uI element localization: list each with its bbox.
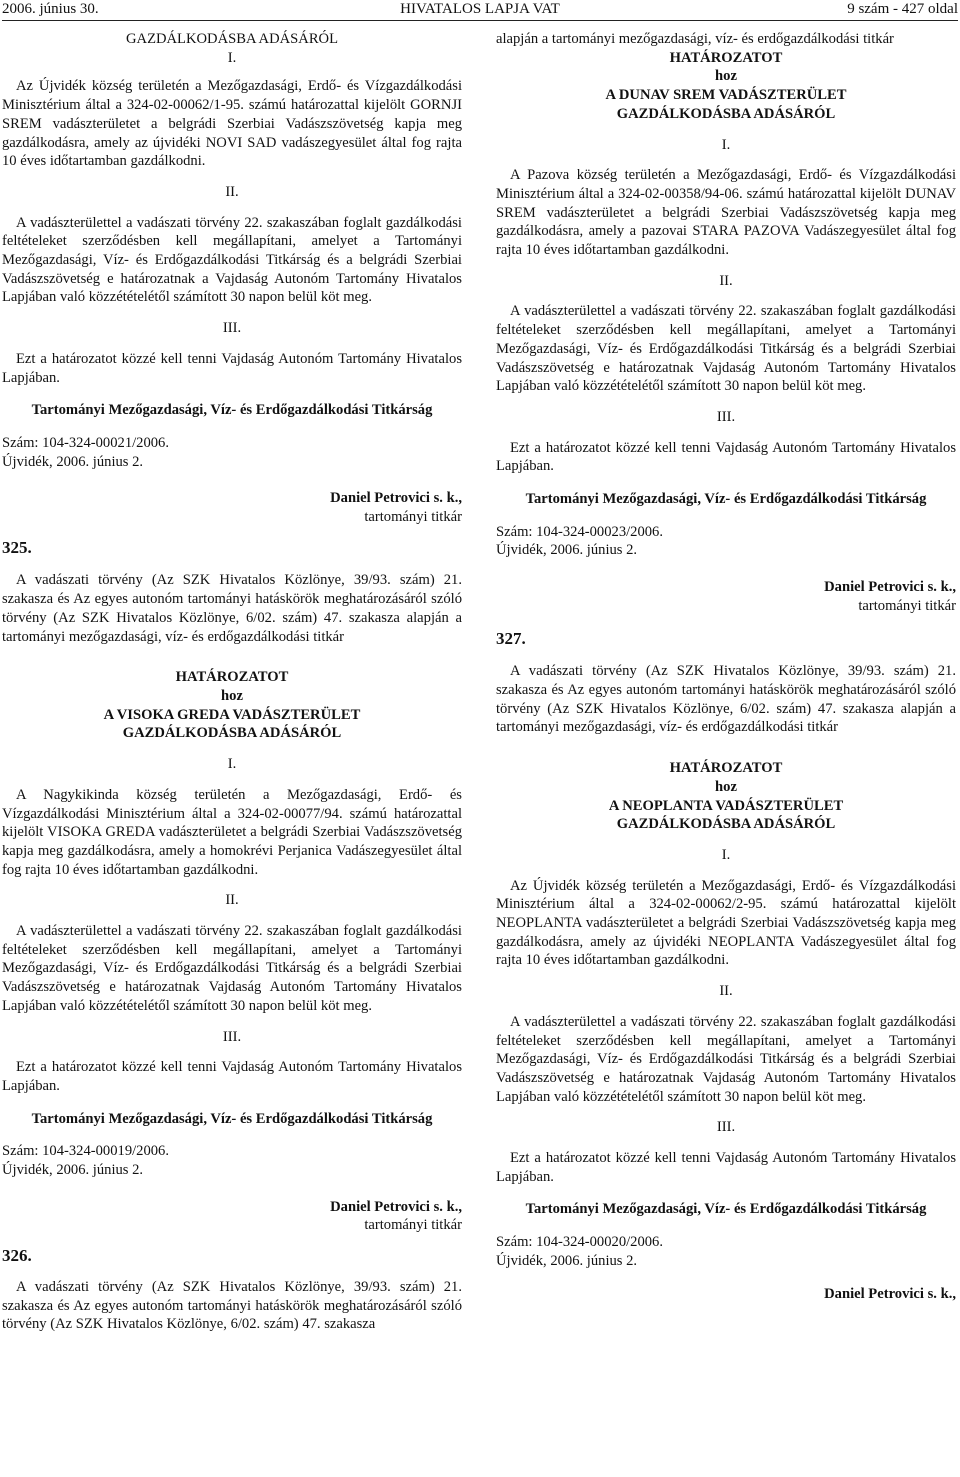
cont-sec-ii: II. <box>225 183 239 200</box>
decision-327-hoz: hoz <box>715 778 737 795</box>
decision-326-hoz: hoz <box>715 68 737 85</box>
decision-325-title-1: A VISOKA GREDA VADÁSZTERÜLET <box>103 706 361 723</box>
header-issue: 9 szám - 427 oldal <box>847 1 958 17</box>
decision-325-sec-i: I. <box>227 756 237 773</box>
decision-325-signer-name: Daniel Petrovici s. k., <box>330 1198 462 1215</box>
decision-327-heading: HATÁROZATOT <box>669 760 783 777</box>
decision-327-para-2: A vadászterülettel a vadászati törvény 22. szakaszában foglalt gazdálkodási feltételeket szerződésben kell megállapítani, amelyet a Tartományi Mezőgazdasági, Víz- és Erdőgazdálkodási Titkárság és a belgrádi Szerbiai Vadászszövetség e határozatnak Vajdaság Autonóm Tartomány Hivatalos Lapjában való közzétételétől számított 30 napon belül köt meg. <box>496 1013 956 1105</box>
decision-325-para-3: Ezt a határozatot közzé kell tenni Vajdaság Autonóm Tartomány Hivatalos Lapjában. <box>2 1059 462 1094</box>
decision-327-title-1: A NEOPLANTA VADÁSZTERÜLET <box>608 797 844 814</box>
decision-326-place-date: Újvidék, 2006. június 2. <box>496 542 638 559</box>
decision-327-sec-i: I. <box>721 846 731 863</box>
decision-326-title-1: A DUNAV SREM VADÁSZTERÜLET <box>605 87 847 104</box>
decision-327-place-date: Újvidék, 2006. június 2. <box>496 1252 638 1269</box>
left-column <box>2 30 462 1334</box>
decision-327-authority: Tartományi Mezőgazdasági, Víz- és Erdőgazdálkodási Titkárság <box>525 1201 927 1218</box>
cont-signer-title: tartományi titkár <box>364 509 462 526</box>
decision-325-signer-title: tartományi titkár <box>364 1217 462 1234</box>
decision-327-sec-iii: III. <box>716 1119 736 1136</box>
decision-326-authority: Tartományi Mezőgazdasági, Víz- és Erdőgazdálkodási Titkárság <box>525 491 927 508</box>
cont-para-3: Ezt a határozatot közzé kell tenni Vajdaság Autonóm Tartomány Hivatalos Lapjában. <box>2 350 462 386</box>
decision-326-preamble-end: alapján a tartományi mezőgazdasági, víz- és erdőgazdálkodási titkár <box>496 31 894 47</box>
decision-325-para-1: A Nagykikinda község területén a Mezőgazdasági, Erdő- és Vízgazdálkodási Minisztérium által a 324-02-00077/94. számú határozattal kijelölt VISOKA GREDA vadászterületet a belgrádi Szerbiai Vadászszövetség kapja meg gazdálkodásra, amely a homokrévi Perjanica Vadászegyesület által fog rajta 10 éves időtartamban gazdálkodni. <box>2 786 462 878</box>
decision-326-sec-i: I. <box>721 136 731 153</box>
decision-326-para-1: A Pazova község területén a Mezőgazdasági, Erdő- és Vízgazdálkodási Minisztérium által a 324-02-00358/94-06. számú határozattal kijelölt DUNAV SREM vadászterületet a belgrádi Szerbiai Vadászszövetség kapja meg gazdálkodásra, amely a pazovai STARA PAZOVA Vadászegyesület által fog rajta 10 éves időtartamban gazdálkodni. <box>496 167 956 259</box>
decision-326-signer-title: tartományi titkár <box>858 597 956 614</box>
decision-326-signer-name: Daniel Petrovici s. k., <box>824 579 956 596</box>
decision-325-heading: HATÁROZATOT <box>175 669 289 686</box>
decision-327-sec-ii: II. <box>719 983 733 1000</box>
decision-326-preamble-start: A vadászati törvény (Az SZK Hivatalos Közlönye, 39/93. szám) 21. szakasza és Az egyes autonóm tartományi hatáskörök meghatározásáról szóló törvény (Az SZK Hivatalos Közlönye, 6/02. szám) 47. szakasza <box>2 1278 462 1333</box>
decision-325-para-2: A vadászterülettel a vadászati törvény 22. szakaszában foglalt gazdálkodási feltételeket szerződésben kell megállapítani, amelyet a Tartományi Mezőgazdasági, Víz- és Erdőgazdálkodási Titkárság és a belgrádi Szerbiai Vadászszövetség e határozatnak Vajdaság Autonóm Tartomány Hivatalos Lapjában való közzétételétől számított 30 napon belül köt meg. <box>2 923 462 1014</box>
header-rule <box>2 20 958 21</box>
cont-number: Szám: 104-324-00021/2006. <box>2 434 170 451</box>
decision-326-sec-ii: II. <box>719 272 733 289</box>
decision-325-authority: Tartományi Mezőgazdasági, Víz- és Erdőgazdálkodási Titkárság <box>31 1110 433 1127</box>
cont-sec-iii: III. <box>222 320 242 337</box>
decision-326-para-2: A vadászterülettel a vadászati törvény 22. szakaszában foglalt gazdálkodási feltételeket szerződésben kell megállapítani, amelyet a Tartományi Mezőgazdasági, Víz- és Erdőgazdálkodási Titkárság és a belgrádi Szerbiai Vadászszövetség e határozatnak Vajdaság Autonóm Tartomány Hivatalos Lapjában való közzétételétől számított 30 napon belül köt meg. <box>496 303 956 395</box>
cont-para-2: A vadászterülettel a vadászati törvény 22. szakaszában foglalt gazdálkodási feltételeket szerződésben kell megállapítani, amelyet a Tartományi Mezőgazdasági, Víz- és Erdőgazdálkodási Titkárság és a belgrádi Szerbiai Vadászszövetség e határozatnak a Vajdaság Autonóm Tartomány Hivatalos Lapjában való közzétételétől számított 30 napon belül köt meg. <box>2 214 462 306</box>
cont-place-date: Újvidék, 2006. június 2. <box>2 453 144 470</box>
decision-326-number: 326. <box>2 1246 32 1266</box>
cont-authority: Tartományi Mezőgazdasági, Víz- és Erdőgazdálkodási Titkárság <box>31 402 433 419</box>
decision-325-sec-iii: III. <box>222 1028 242 1045</box>
cont-signer-name: Daniel Petrovici s. k., <box>330 490 462 507</box>
decision-326-sec-iii: III. <box>716 408 736 425</box>
decision-326-para-3: Ezt a határozatot közzé kell tenni Vajdaság Autonóm Tartomány Hivatalos Lapjában. <box>496 439 956 475</box>
cont-sec-i: I. <box>227 49 237 66</box>
decision-327-number-ref: Szám: 104-324-00020/2006. <box>496 1234 664 1251</box>
decision-326-number-ref: Szám: 104-324-00023/2006. <box>496 523 664 540</box>
decision-327-signer-name: Daniel Petrovici s. k., <box>824 1285 956 1302</box>
decision-325-sec-ii: II. <box>225 892 239 909</box>
decision-325-place-date: Újvidék, 2006. június 2. <box>2 1162 144 1179</box>
decision-325-title-2: GAZDÁLKODÁSBA ADÁSÁRÓL <box>122 725 342 742</box>
decision-327-title-2: GAZDÁLKODÁSBA ADÁSÁRÓL <box>616 816 836 833</box>
header-journal: HIVATALOS LAPJA VAT <box>400 1 560 17</box>
decision-326-heading: HATÁROZATOT <box>669 49 783 66</box>
decision-327-preamble: A vadászati törvény (Az SZK Hivatalos Közlönye, 39/93. szám) 21. szakasza és Az egyes autonóm tartományi hatáskörök meghatározásáról szóló törvény (Az SZK Hivatalos Közlönye, 6/02. szám) 47. szakasza alapján a tartományi mezőgazdasági, víz- és erdőgazdálkodási titkár <box>496 663 956 736</box>
cont-para-1: Az Újvidék község területén a Mezőgazdasági, Erdő- és Vízgazdálkodási Minisztérium által a 324-02-00062/1-95. számú határozattal kijelölt GORNJI SREM vadászterületet a belgrádi Szerbiai Vadászszövetség kapja meg gazdálkodásra, amely az újvidéki NOVI SAD vadászegyesület által fog rajta 10 éves időtartamban gazdálkodni. <box>2 78 462 170</box>
decision-325-number-ref: Szám: 104-324-00019/2006. <box>2 1143 170 1160</box>
cont-title: GAZDÁLKODÁSBA ADÁSÁRÓL <box>125 31 339 47</box>
decision-326-title-2: GAZDÁLKODÁSBA ADÁSÁRÓL <box>616 105 836 122</box>
decision-325-preamble: A vadászati törvény (Az SZK Hivatalos Közlönye, 39/93. szám) 21. szakasza és Az egyes autonóm tartományi hatáskörök meghatározásáról szóló törvény (Az SZK Hivatalos Közlönye, 6/02. szám) 47. szakasza alapján a tartományi mezőgazdasági, víz- és erdőgazdálkodási titkár <box>2 572 462 645</box>
decision-327-para-1: Az Újvidék község területén a Mezőgazdasági, Erdő- és Vízgazdálkodási Minisztérium által a 324-02-00062/2-95. számú határozattal kijelölt NEOPLANTA vadászterületet a belgrádi Szerbiai Vadászszövetség kapja meg gazdálkodásra, amely az újvidéki NEOPLANTA Vadászegyesület által fog rajta 10 éves időtartamban gazdálkodni. <box>496 877 956 969</box>
decision-325-number: 325. <box>2 537 32 557</box>
decision-327-para-3: Ezt a határozatot közzé kell tenni Vajdaság Autonóm Tartomány Hivatalos Lapjában. <box>496 1150 956 1185</box>
header-date: 2006. június 30. <box>2 1 99 17</box>
decision-325-hoz: hoz <box>221 687 243 704</box>
decision-327-number: 327. <box>496 628 526 648</box>
right-column <box>496 30 956 1303</box>
